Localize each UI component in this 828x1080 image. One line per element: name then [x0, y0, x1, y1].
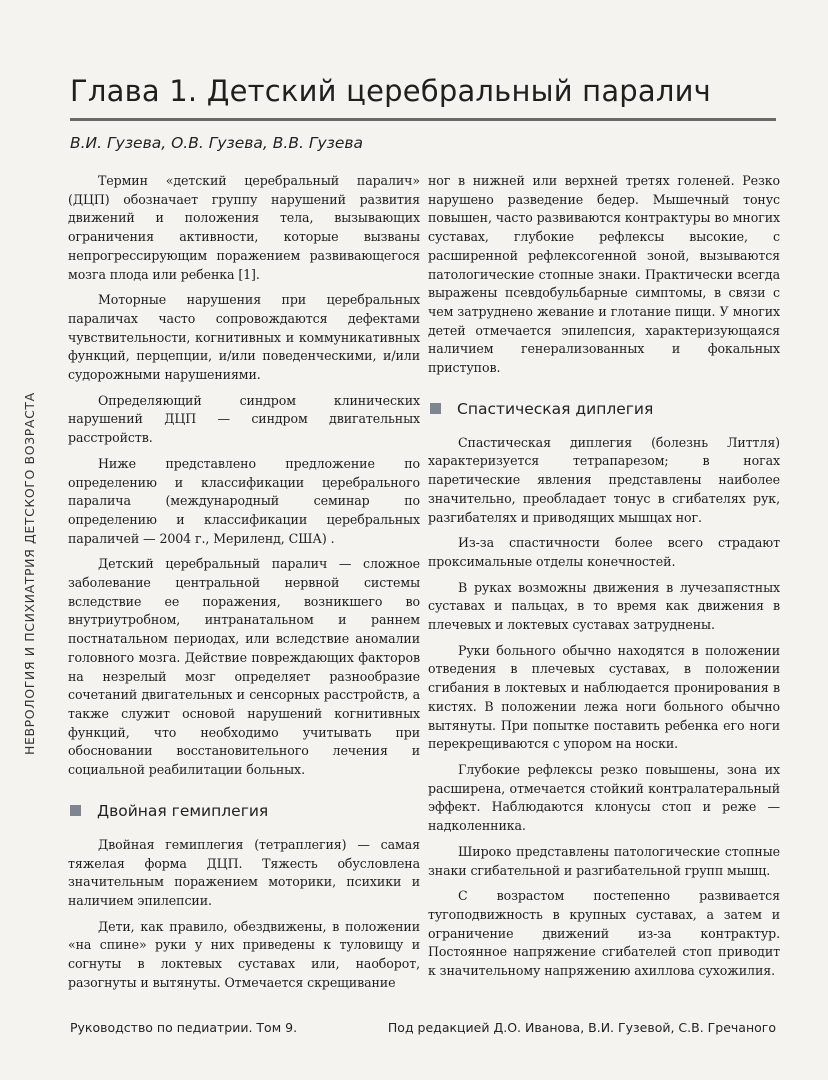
paragraph: Дети, как правило, обездвижены, в положении «на спине» руки у них приведены к туловищу и согнуты в локтевых суставах или, наоборот, разогнуты и вытянуты. Отмечается скрещивание	[68, 918, 420, 990]
section-heading-double-hemiplegia	[68, 802, 420, 820]
footer-editors: Под редакцией Д.О. Иванова, В.И. Гузевой, С.В. Гречаного	[387, 1020, 776, 1035]
paragraph: Определяющий синдром клинических нарушений ДЦП — синдром двигательных расстройств.	[68, 392, 420, 446]
paragraph: Из-за спастичности более всего страдают проксимальные отделы конечностей.	[428, 535, 780, 569]
title-rule	[70, 118, 776, 121]
section-heading-label: Спастическая диплегия	[457, 399, 654, 418]
left-column	[68, 172, 420, 999]
paragraph: Широко представлены патологические стопные знаки сгибательной и разгибательной групп мышц.	[428, 843, 780, 878]
paragraph: В руках возможны движения в лучезапястных суставах и пальцах, в то время как движения в плечевых и локтевых суставах затруднены.	[428, 579, 780, 633]
square-bullet-icon	[430, 403, 441, 414]
right-column	[428, 172, 780, 988]
paragraph: Спастическая диплегия (болезнь Литтля) характеризуется тетрапарезом; в ногах паретические явления представлены наиболее значительно, преобладает тонус в сгибателях рук, разгибателях и приводящих мышцах ног.	[428, 434, 780, 525]
paragraph: С возрастом постепенно развивается тугоподвижность в крупных суставах, а затем и ограничение движений из-за контрактур. Постоянное напряжение сгибателей стоп приводит к значительному напряжению ахиллова сухожилия.	[428, 888, 780, 979]
paragraph: Глубокие рефлексы резко повышены, зона их расширена, отмечается стойкий контралатеральный эффект. Наблюдаются клонусы стоп и реже — надколенника.	[428, 761, 780, 834]
section-heading-spastic-diplegia	[428, 400, 780, 418]
paragraph: Моторные нарушения при церебральных параличах часто сопровождаются дефектами чувствительности, когнитивных и коммуникативных функций, перцепции, и/или поведенческими, и/или судорожными нарушениями.	[68, 292, 420, 383]
paragraph: Руки больного обычно находятся в положении отведения в плечевых суставах, в положении сгибания в локтевых и наблюдается пронирования в кистях. В положении лежа ноги больного обычно вытянуты. При попытке поставить ребенка его ноги перекрещиваются с упором на носки.	[428, 642, 780, 752]
paragraph: Детский церебральный паралич — сложное заболевание центральной нервной системы вследствие ее поражения, возникшего во внутриутробном, интранатальном и раннем постнатальном периодах, или вследствие аномалии головного мозга. Действие повреждающих факторов на незрелый мозг определяет разнообразие сочетаний двигательных и сенсорных расстройств, а также служит основой нарушений когнитивных функций, что необходимо учитывать при обосновании восстановительного лечения и социальной реабилитации больных.	[68, 556, 420, 778]
paragraph: Двойная гемиплегия (тетраплегия) — самая тяжелая форма ДЦП. Тяжесть обусловлена значительным поражением моторики, психики и наличием эпилепсии.	[68, 836, 420, 908]
paragraph: Термин «детский церебральный паралич» (ДЦП) обозначает группу нарушений развития движений и положения тела, вызывающих ограничения активности, которые вызваны непрогрессирующим поражением развивающегося мозга плода или ребенка [1].	[68, 173, 420, 282]
paragraph-continuation: ног в нижней или верхней третях голеней. Резко нарушено разведение бедер. Мышечный тонус повышен, часто развиваются контрактуры во многих суставах, глубокие рефлексы высокие, с расширенной рефлексогенной зоной, вызываются патологические стопные знаки. Практически всегда выражены псевдобульбарные симптомы, в связи с чем затруднено жевание и глотание пищи. У многих детей отмечается эпилепсия, характеризующаяся наличием генерализованных и фокальных приступов.	[428, 173, 781, 376]
footer-book-title: Руководство по педиатрии. Том 9.	[70, 1020, 298, 1035]
square-bullet-icon	[70, 805, 81, 816]
chapter-title: Глава 1. Детский церебральный паралич	[70, 74, 711, 108]
paragraph: Ниже представлено предложение по определению и классификации церебрального паралича (международный семинар по определению и классификации церебральных параличей — 2004 г., Мериленд, США) .	[68, 455, 420, 546]
section-heading-label: Двойная гемиплегия	[97, 801, 269, 820]
authors: В.И. Гузева, О.В. Гузева, В.В. Гузева	[70, 134, 364, 152]
side-running-title: НЕВРОЛОГИЯ И ПСИХИАТРИЯ ДЕТСКОГО ВОЗРАСТА	[22, 392, 37, 755]
